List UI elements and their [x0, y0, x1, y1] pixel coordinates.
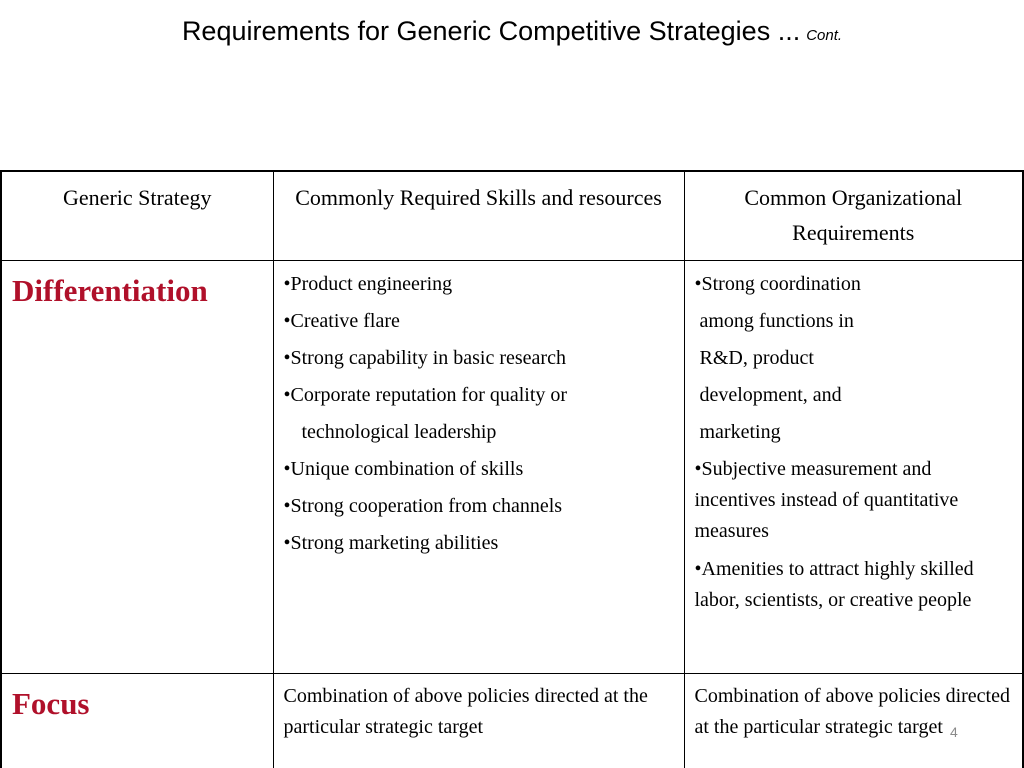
focus-requirements-cell: Combination of above policies directed at the particular strategic target	[684, 674, 1023, 768]
list-item-continuation: development, and	[699, 384, 842, 406]
list-item-continuation: among functions in	[699, 310, 854, 332]
page-number: 4	[950, 724, 958, 740]
list-item-continuation: marketing	[699, 421, 781, 443]
list-item: •Amenities to attract highly skilled labor, scientists, or creative people	[694, 558, 974, 611]
table-row-focus	[1, 674, 1023, 768]
list-item: •Creative flare	[283, 310, 400, 332]
list-item: •Strong coordination	[694, 273, 861, 295]
slide-title-text: Requirements for Generic Competitive Strategies ...	[181, 16, 801, 46]
slide-title	[0, 16, 1024, 47]
list-item: •Strong capability in basic research	[283, 347, 566, 369]
list-item: •Strong cooperation from channels	[283, 495, 563, 517]
header-generic-strategy: Generic Strategy	[1, 171, 273, 261]
strategy-focus: Focus	[1, 674, 273, 768]
header-org-requirements: Common Organizational Requirements	[684, 171, 1023, 261]
slide-title-suffix: Cont.	[806, 27, 843, 44]
strategy-differentiation: Differentiation	[1, 261, 273, 674]
list-item: •Strong marketing abilities	[283, 532, 499, 554]
list-item: •Subjective measurement and incentives instead of quantitative measures	[694, 458, 959, 542]
table-header-row	[1, 171, 1023, 261]
differentiation-skills-cell	[273, 261, 684, 674]
list-item: •Product engineering	[283, 273, 453, 295]
list-item-continuation: R&D, product	[699, 347, 814, 369]
table-row-differentiation	[1, 261, 1023, 674]
list-item: •Unique combination of skills	[283, 458, 524, 480]
requirements-table	[0, 170, 1024, 768]
focus-skills-cell: Combination of above policies directed at the particular strategic target	[273, 674, 684, 768]
header-skills-resources: Commonly Required Skills and resources	[273, 171, 684, 261]
list-item-continuation: technological leadership	[301, 421, 497, 443]
list-item: •Corporate reputation for quality or	[283, 384, 568, 406]
differentiation-requirements-cell	[684, 261, 1023, 674]
